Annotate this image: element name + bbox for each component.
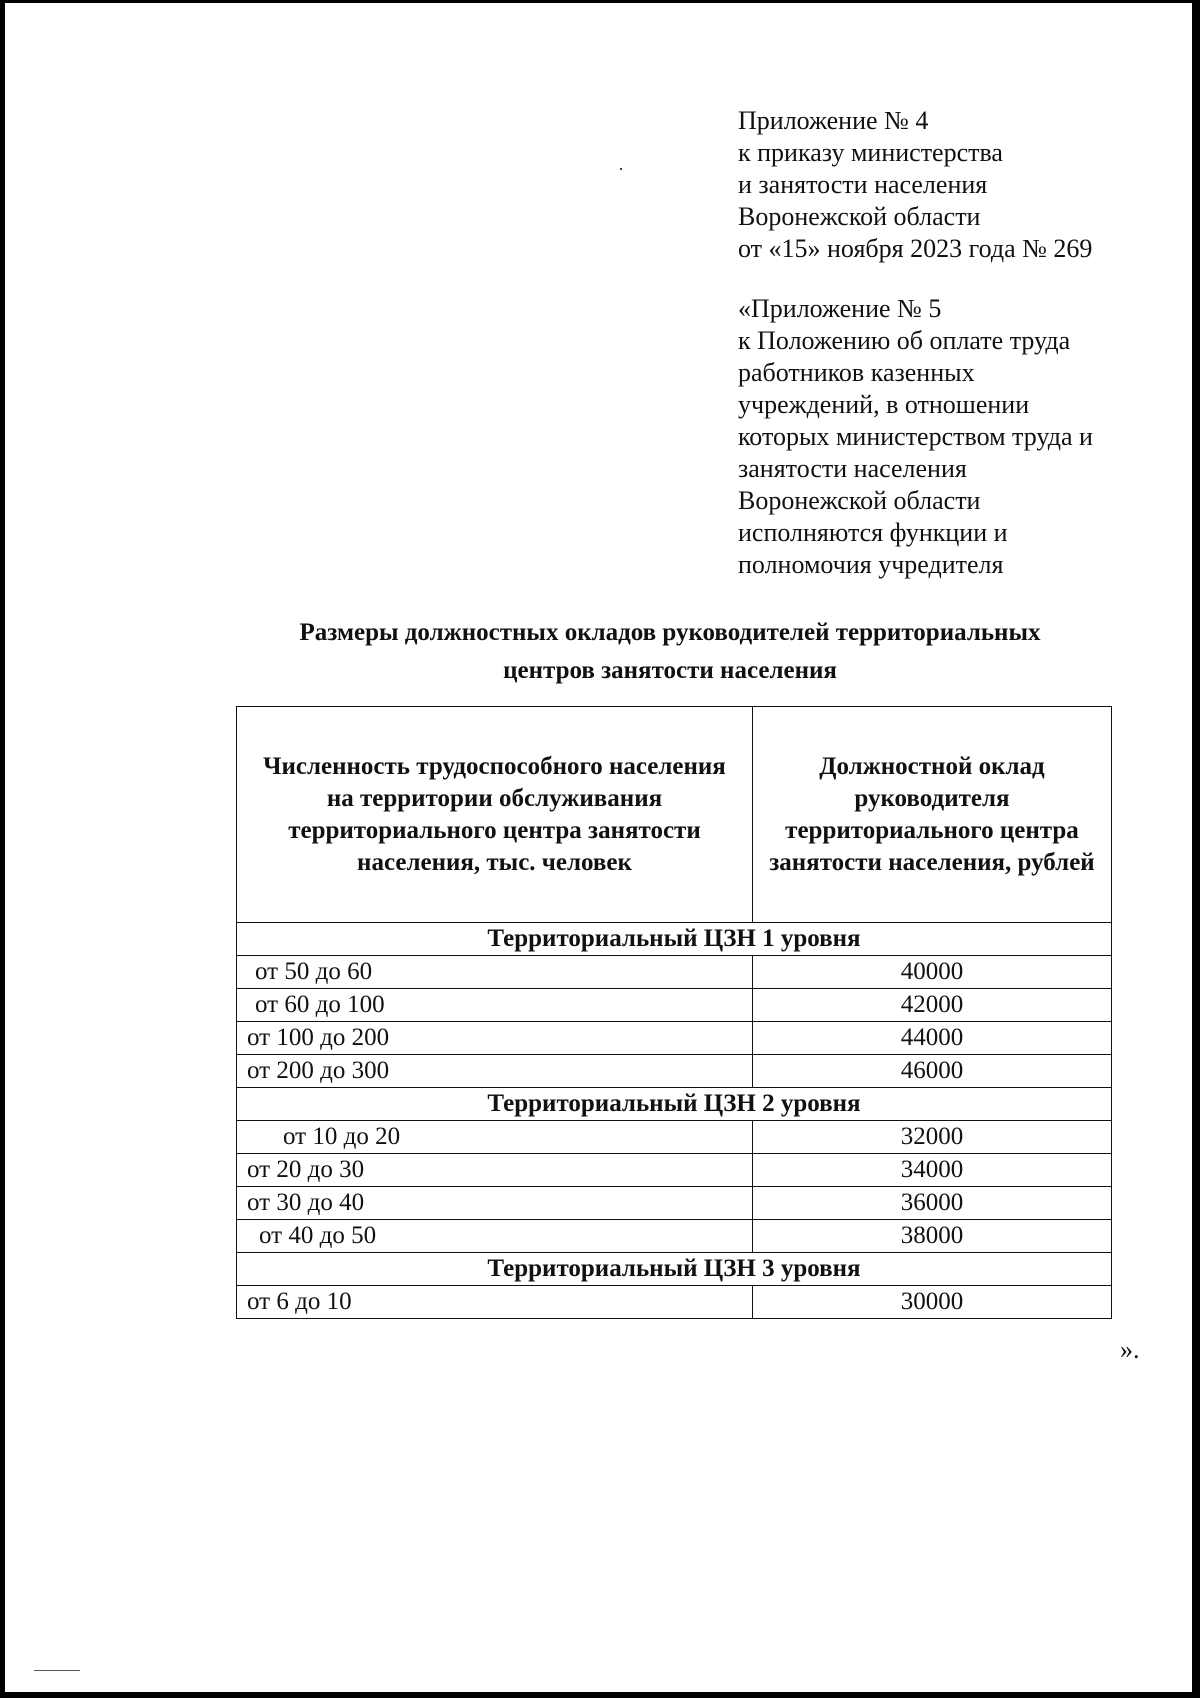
annex-regulation-line: которых министерством труда и	[738, 422, 1093, 451]
population-range: от 50 до 60	[237, 956, 753, 989]
table-row	[237, 956, 1112, 989]
group-row	[237, 923, 1112, 956]
document-title	[240, 614, 1100, 690]
table-row	[237, 1121, 1112, 1154]
population-range: от 200 до 300	[237, 1055, 753, 1088]
group-row	[237, 1088, 1112, 1121]
annex-regulation-line: полномочия учредителя	[738, 550, 1004, 579]
scan-speck	[620, 168, 622, 170]
table-row	[237, 1187, 1112, 1220]
annex-order-line: и занятости населения	[738, 170, 988, 199]
salary-table	[236, 706, 1112, 1319]
annex-order-line: к приказу министерства	[738, 138, 1003, 167]
population-range: от 20 до 30	[237, 1154, 753, 1187]
salary-value: 42000	[752, 989, 1111, 1022]
closing-quote-mark: ».	[1120, 1335, 1140, 1364]
population-range: от 10 до 20	[237, 1121, 753, 1154]
annex-regulation-block	[738, 293, 1093, 581]
annex-regulation-line: к Положению об оплате труда	[738, 326, 1071, 355]
title-line: центров занятости населения	[503, 657, 837, 684]
salary-value: 36000	[752, 1187, 1111, 1220]
annex-regulation-line: занятости населения	[738, 454, 967, 483]
annex-order-block	[738, 105, 1092, 265]
table-row	[237, 989, 1112, 1022]
scan-margin-mark	[34, 1670, 80, 1671]
salary-value: 44000	[752, 1022, 1111, 1055]
salary-table-wrapper	[236, 706, 1112, 1319]
population-range: от 30 до 40	[237, 1187, 753, 1220]
header-salary: Должностной оклад руководителя территориального центра занятости населения, рублей	[752, 707, 1111, 923]
table-row	[237, 1022, 1112, 1055]
salary-value: 46000	[752, 1055, 1111, 1088]
population-range: от 40 до 50	[237, 1220, 753, 1253]
annex-order-line: от «15» ноября 2023 года № 269	[738, 234, 1093, 263]
annex-regulation-line: Воронежской области	[738, 486, 981, 515]
annex-regulation-line: исполняются функции и	[738, 518, 1008, 547]
annex-order-line: Приложение № 4	[738, 106, 929, 135]
table-row	[237, 1286, 1112, 1319]
population-range: от 6 до 10	[237, 1286, 753, 1319]
annex-regulation-line: «Приложение № 5	[738, 294, 942, 323]
salary-value: 32000	[752, 1121, 1111, 1154]
table-row	[237, 1055, 1112, 1088]
annex-regulation-line: работников казенных	[738, 358, 975, 387]
salary-value: 34000	[752, 1154, 1111, 1187]
salary-value: 40000	[752, 956, 1111, 989]
group-title: Территориальный ЦЗН 1 уровня	[237, 923, 1112, 956]
group-title: Территориальный ЦЗН 3 уровня	[237, 1253, 1112, 1286]
table-row	[237, 1154, 1112, 1187]
population-range: от 100 до 200	[237, 1022, 753, 1055]
group-title: Территориальный ЦЗН 2 уровня	[237, 1088, 1112, 1121]
table-header-row	[237, 707, 1112, 923]
group-row	[237, 1253, 1112, 1286]
population-range: от 60 до 100	[237, 989, 753, 1022]
table-row	[237, 1220, 1112, 1253]
annex-order-line: Воронежской области	[738, 202, 981, 231]
title-line: Размеры должностных окладов руководителей территориальных	[299, 619, 1041, 646]
salary-value: 38000	[752, 1220, 1111, 1253]
salary-value: 30000	[752, 1286, 1111, 1319]
header-population: Численность трудоспособного населения на территории обслуживания территориального центра занятости населения, тыс. человек	[237, 707, 753, 923]
annex-regulation-line: учреждений, в отношении	[738, 390, 1030, 419]
